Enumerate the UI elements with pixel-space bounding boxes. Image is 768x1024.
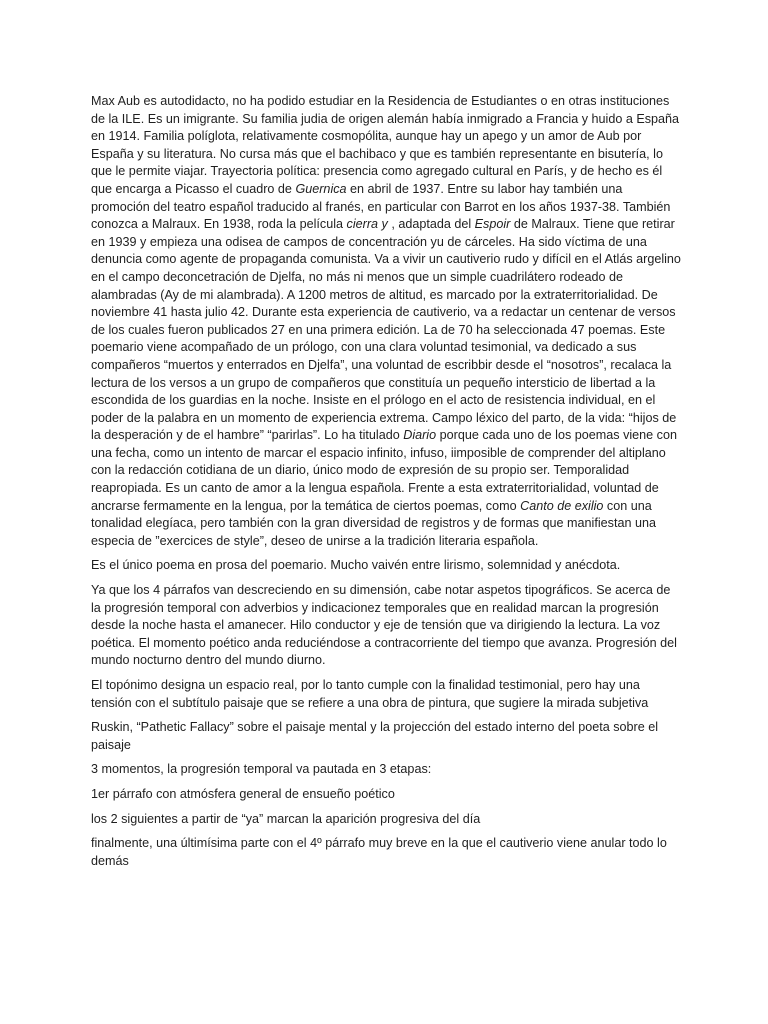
paragraph-1-text: Max Aub es autodidacto, no ha podido estudiar en la Residencia de Estudiantes o en otras instituciones de la ILE. Es un imigrante. Su familia judia de origen alemán había inmigrado a Francia y huido a España en 1914. Familia políglota, relativamente cosmopólita, aunque hay un apego y un amor de Aub por España y su literatura. No cursa más que el bachibaco y que es también representante en bisutería, lo que le permite viajar. Trayectoria política: presencia como agregado cultural en París, y de hecho es él que encarga a Picasso el cuadro de [91, 94, 680, 196]
paragraph-3 [91, 582, 681, 670]
paragraph-1-text: porque cada uno de los poemas viene con una fecha, como un intento de marcar el espacio infinito, infuso, iimposible de comprender del altiplano con la redacción cotidiana de un diario, único modo de expresión de su propio ser. Temporalidad reapropiada. Es un canto de amor a la lengua española. Frente a esta extraterritorialidad, voluntad de ancrarse fermamente en la lengua, por la temática de ciertos poemas, como [91, 428, 677, 513]
paragraph-1-text: en abril de 1937. Entre su labor hay también una promoción del teatro español traducido al franés, en particular con Barrot en los años 1937-38. También conozca a Malraux. En 1938, roda la película [91, 181, 671, 232]
title-guernica: Guernica [295, 181, 347, 196]
paragraph-6-text: 3 momentos, la progresión temporal va pautada en 3 etapas: [91, 762, 432, 777]
paragraph-5 [91, 719, 681, 754]
paragraph-1-text: , adaptada del [387, 217, 475, 232]
paragraph-4 [91, 677, 681, 712]
paragraph-2-text: Es el único poema en prosa del poemario. Mucho vaivén entre lirismo, solemnidad y anécdota. [91, 558, 621, 573]
paragraph-8-text: los 2 siguientes a partir de “ya” marcan la aparición progresiva del día [91, 811, 481, 826]
title-cierra-y: cierra y [346, 217, 388, 232]
paragraph-1-text: de Malraux. Tiene que retirar en 1939 y empieza una odisea de campos de concentración yu de cárceles. Ha sido víctima de una denuncia como agente de propaganda comunista. Va a vivir un cautiverio rudo y difícil en el Atlás argelino en el campo deconcetración de Djelfa, no más ni menos que un simple cuadrilátero rodeado de alambradas (Ay de mi alambrada). A 1200 metros de altitud, es marcado por la extraterritorialidad. De noviembre 41 hasta julio 42. Durante esta experiencia de cautiverio, va a redactar un centenar de versos de los cuales fueron publicados 27 en una primera edición. La de 70 ha seleccionada 47 poemas. Este poemario viene acompañado de un prólogo, con una clara voluntad tesimonial, va dedicado a sus compañeros “muertos y enterrados en Djelfa”, una voluntad de escribbir desde el “nosotros”, recalaca la lectura de los versos a un grupo de compañeros que constituía un pequeño intersticio de libertad a la escondida de los guardias en la noche. Insiste en el prólogo en el acto de resistencia individual, en el poder de la palabra en un momento de experiencia extrema. Campo léxico del parto, de la vida: “hijos de la desperación y de el hambre” “parirlas”. Lo ha titulado [91, 217, 681, 443]
paragraph-7 [91, 786, 681, 804]
paragraph-6 [91, 761, 681, 779]
paragraph-8 [91, 811, 681, 829]
title-espoir: Espoir [474, 217, 511, 232]
title-canto-de-exilio: Canto de exilio [520, 498, 604, 513]
paragraph-5-text: Ruskin, “Pathetic Fallacy” sobre el paisaje mental y la projección del estado interno del poeta sobre el paisaje [91, 720, 659, 752]
title-diario: Diario [403, 428, 437, 443]
paragraph-9-text: finalmente, una últimísima parte con el 4º párrafo muy breve en la que el cautiverio viene anular todo lo demás [91, 836, 667, 868]
paragraph-2 [91, 557, 681, 575]
paragraph-3-text: Ya que los 4 párrafos van descreciendo en su dimensión, cabe notar aspetos tipográficos. Se acerca de la progresión temporal con adverbios y indicacionez temporales que en realidad marcan la progresión desde la noche hasta el amanecer. Hilo conductor y eje de tensión que va dirigiendo la lectura. La voz poética. El momento poético anda reduciéndose a contracorriente del tiempo que avanza. Progresión del mundo nocturno dentro del mundo diurno. [91, 583, 677, 668]
paragraph-9 [91, 835, 681, 870]
paragraph-1-text: con una tonalidad elegíaca, pero también con la gran diversidad de registros y de formas que manifiestan una especia de ”exercices de style”, deseo de unirse a la tradición literaria española. [91, 498, 656, 548]
paragraph-1 [91, 93, 681, 550]
paragraph-7-text: 1er párrafo con atmósfera general de ensueño poético [91, 786, 395, 801]
paragraph-4-text: El topónimo designa un espacio real, por lo tanto cumple con la finalidad testimonial, pero hay una tensión con el subtítulo paisaje que se refiere a una obra de pintura, que sugiere la mirada subjetiva [91, 678, 649, 710]
document-page [91, 93, 681, 877]
